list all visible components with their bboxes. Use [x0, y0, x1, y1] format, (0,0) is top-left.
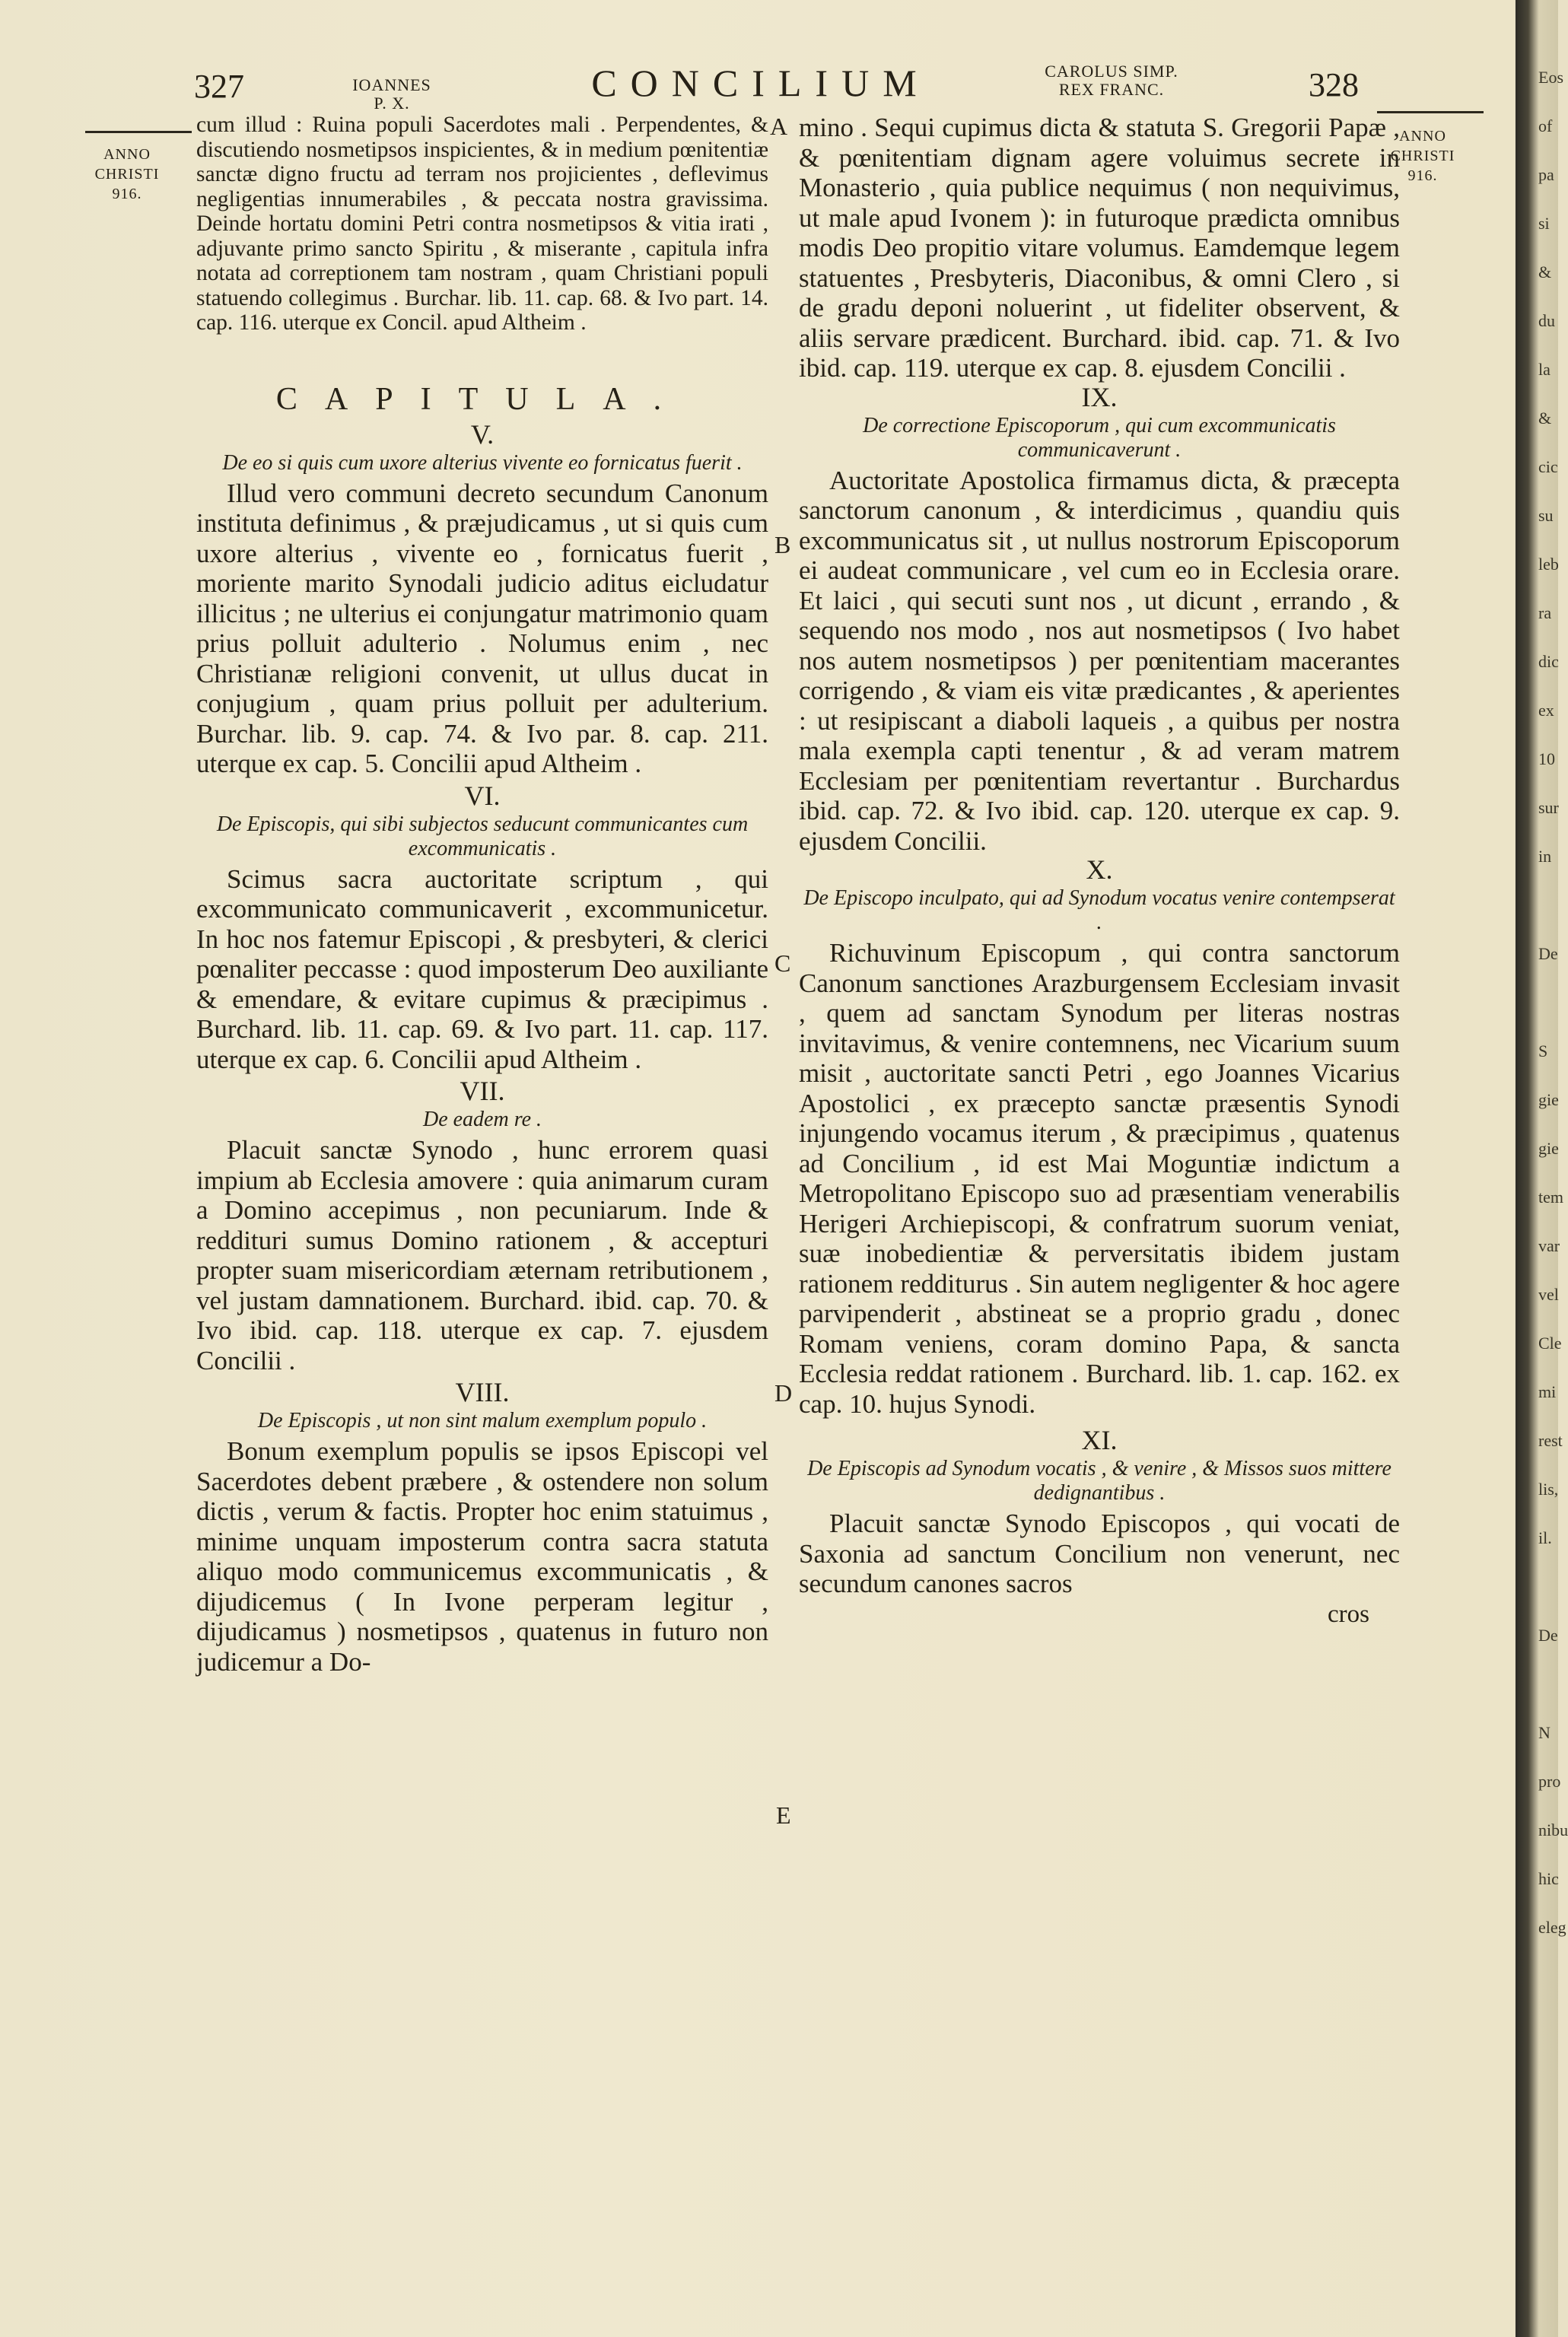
running-head-right-line1: CAROLUS SIMP. — [1045, 62, 1178, 81]
left-column — [196, 113, 768, 1677]
margin-letter-d: D — [774, 1379, 793, 1407]
right-column — [799, 113, 1400, 1630]
chapter-text-v: Illud vero communi decreto secundum Canonum instituta definimus , & præjudicamus , ut si quis cum uxore alterius , vivente eo , fornicatus fuerit , moriente marito Synodali judicio aditus eicludatur illicitus ; ne ulterius ei conjungatur matrimonio quam prius polluit adulterio . Nolumus enim , nec Christianæ religioni convenit, ut ullus ducat in conjugium , quam prius polluit per adulterium. Burchar. lib. 9. cap. 74. & Ivo par. 8. cap. 211. uterque ex cap. 5. Concilii apud Altheim . — [196, 478, 768, 778]
chapter-rubric-vii: De eadem re . — [422, 1108, 542, 1131]
anno-left-line2: CHRISTI — [94, 166, 160, 183]
chapter-text-ix: Auctoritate Apostolica firmamus dicta, & præcepta sanctorum canonum , & interdicimus , quandiu quis excommunicatus sit , ut nullus nostrorum Episcoporum ei audeat communicare , vel cum eo in Ecclesia orare. Et laici , qui secuti sunt nos , ut dicunt , errando , & sequendo nos modo , nos aut nosmetipsos ( Ivo habet nos autem nosmetipsos ) per pœnitentiam macerantes corrigendo , & viam eis vitæ prædicantes , & aperientes : ut resipiscant a diaboli laqueis , a quibus per nostra mala exempla capti tenentur , & ad veram matrem Ecclesiam per pœnitentiam revertantur . Burchardus ibid. cap. 72. & Ivo ibid. cap. 120. uterque ex cap. 9. ejusdem Concilii. — [799, 465, 1400, 856]
anno-left — [85, 145, 169, 204]
page-title: CONCILIUM — [591, 62, 930, 104]
chapter-number-vii: VII. — [460, 1076, 505, 1106]
running-head-left-line2: P. X. — [374, 94, 410, 113]
adjacent-page-edge — [1516, 0, 1568, 2337]
chapter-number-ix: IX. — [1081, 381, 1118, 412]
chapter-rubric-vi: De Episcopis, qui sibi subjectos seducunt communicantes cum excommunicatis . — [216, 812, 749, 860]
right-intro-paragraph: mino . Sequi cupimus dicta & statuta S. Gregorii Papæ , & pœnitentiam dignam agere voluimus secrete in Monasterio , quia publice nequimus ( non nequivimus, ut male apud Ivonem ): in futuroque prædicta omnibus modis Deo propitio vitare volumus. Eamdemque legem statuentes , Presbyteris, Diaconibus, & omni Clero , si de gradu deponi noluerint , ut fideliter observent, & aliis servare prædicent. Burchard. ibid. cap. 71. & Ivo ibid. cap. 119. uterque ex cap. 8. ejusdem Concilii . — [799, 113, 1400, 383]
anno-left-line1: ANNO — [103, 146, 151, 163]
running-head-right — [1032, 62, 1191, 99]
chapter-number-xi: XI. — [1081, 1425, 1118, 1455]
running-head-right-line2: REX FRANC. — [1058, 80, 1165, 99]
chapter-text-x: Richuvinum Episcopum , qui contra sanctorum Canonum sanctiones Arazburgensem Ecclesiam invasit , quem ad sanctam Synodum per literas nostras invitavimus, & venire contemnens, nec Vicarium suum misit , auctoritate sancti Petri , ego Joannes Vicarius Apostolici , ex præcepto sanctæ præsentis Synodi injungendo vocamus iterum , & præcipimus , quatenus ad Concilium , id est Mai Moguntiæ indictum a Metropolitano Episcopo suo ad præsentiam venerabilis Herigeri Archiepiscopi, & confratrum suorum veniat, suæ inobedientiæ & perversitatis ibidem justam rationem redditurus . Sin autem negligenter & hoc agere parvipenderit , abstineat se a proprio gradu , donec Romam veniens, coram domino Papa, & sancta Ecclesia reddat rationem . Burchard. lib. 1. cap. 162. ex cap. 10. hujus Synodi. — [799, 938, 1400, 1419]
page-number-right: 328 — [1309, 66, 1359, 103]
page-number-left: 327 — [194, 68, 244, 105]
anno-right-line3: 916. — [1407, 167, 1438, 184]
adjacent-page-fragments: Eos of pa si & du la & cic su leb ra dic ex 10 sur in De S gie gie tem var vel Cle mi rest lis, il. De N pro nibu hic eleg — [1538, 68, 1568, 1937]
catchword: cros — [1328, 1600, 1369, 1628]
chapter-number-v: V. — [470, 418, 495, 450]
chapter-text-xi: Placuit sanctæ Synodo Episcopos , qui vocati de Saxonia ad sanctum Concilium non venerunt, nec secundum canones sacros — [799, 1509, 1400, 1598]
chapter-rubric-viii: De Episcopis , ut non sint malum exemplum populo . — [257, 1409, 708, 1432]
margin-letter-b: B — [774, 531, 791, 558]
running-head-left — [339, 76, 445, 113]
chapter-number-viii: VIII. — [455, 1377, 510, 1407]
left-intro-paragraph: cum illud : Ruina populi Sacerdotes mali . Perpendentes, & discutiendo nosmetipsos inspicientes, & in medium pœnitentiæ sanctæ digno fructu ad terram nos projicientes , deflevimus negligentias innumerabiles , & peccata nostra gravissima. Deinde hortatu domini Petri contra nosmetipsos & vitia irati , adjuvante primo sancto Spiritu , & miserante , capitula infra notata ad correptionem tam nostram , quam Christiani populi statuendo collegimus . Burchar. lib. 11. cap. 68. & Ivo part. 14. cap. 116. uterque ex Concil. apud Altheim . — [196, 113, 768, 335]
chapter-rubric-xi: De Episcopis ad Synodum vocatis , & venire , & Missos suos mittere dedignantibus . — [807, 1457, 1391, 1505]
capitula-heading: CAPITULA. — [275, 381, 689, 417]
chapter-text-vi: Scimus sacra auctoritate scriptum , qui excommunicato communicaverit , excommunicetur. In hoc nos fatemur Episcopi , & presbyteri, & clerici pœnaliter peccasse : quod imposterum Deo auxiliante & emendare, & evitare cupimus & præcipimus . Burchard. lib. 11. cap. 69. & Ivo part. 11. cap. 117. uterque ex cap. 6. Concilii apud Altheim . — [196, 863, 768, 1074]
margin-letter-a: A — [770, 113, 788, 140]
chapter-number-x: X. — [1086, 854, 1113, 885]
running-head-left-line1: IOANNES — [352, 75, 431, 94]
anno-right-line1: ANNO — [1399, 128, 1446, 145]
anno-right-line2: CHRISTI — [1390, 148, 1455, 164]
chapter-number-vi: VI. — [464, 780, 501, 811]
header-rule-left — [85, 131, 192, 133]
chapter-rubric-v: De eo si quis cum uxore alterius vivente eo fornicatus fuerit . — [222, 450, 743, 475]
chapter-text-vii: Placuit sanctæ Synodo , hunc errorem quasi impium ab Ecclesia amovere : quia animarum curam a Domino accepimus , non pecuniarum. Inde & reddituri sumus Domino rationem , & accepturi propter suam misericordiam æternam retributionem , vel justam damnationem. Burchard. ibid. cap. 70. & Ivo ibid. cap. 118. uterque ex cap. 7. ejusdem Concilii . — [196, 1135, 768, 1375]
chapter-rubric-x: De Episcopo inculpato, qui ad Synodum vocatus venire contempserat . — [803, 886, 1395, 934]
chapter-rubric-ix: De correctione Episcoporum , qui cum excommunicatis communicaverunt . — [863, 413, 1336, 462]
margin-letter-e: E — [776, 1801, 791, 1829]
margin-letter-c: C — [774, 949, 791, 977]
chapter-text-viii: Bonum exemplum populis se ipsos Episcopi vel Sacerdotes debent præbere , & ostendere non solum dictis , verum & factis. Propter hoc enim statuimus , minime unquam imposterum contra sacra statuta aliquo modo communicemus excommunicatis , & dijudicemus ( In Ivone perperam legitur , dijudicamus ) nosmetipsos , quatenus in futuro non judicemur a Do- — [196, 1436, 768, 1677]
anno-left-line3: 916. — [112, 186, 142, 202]
